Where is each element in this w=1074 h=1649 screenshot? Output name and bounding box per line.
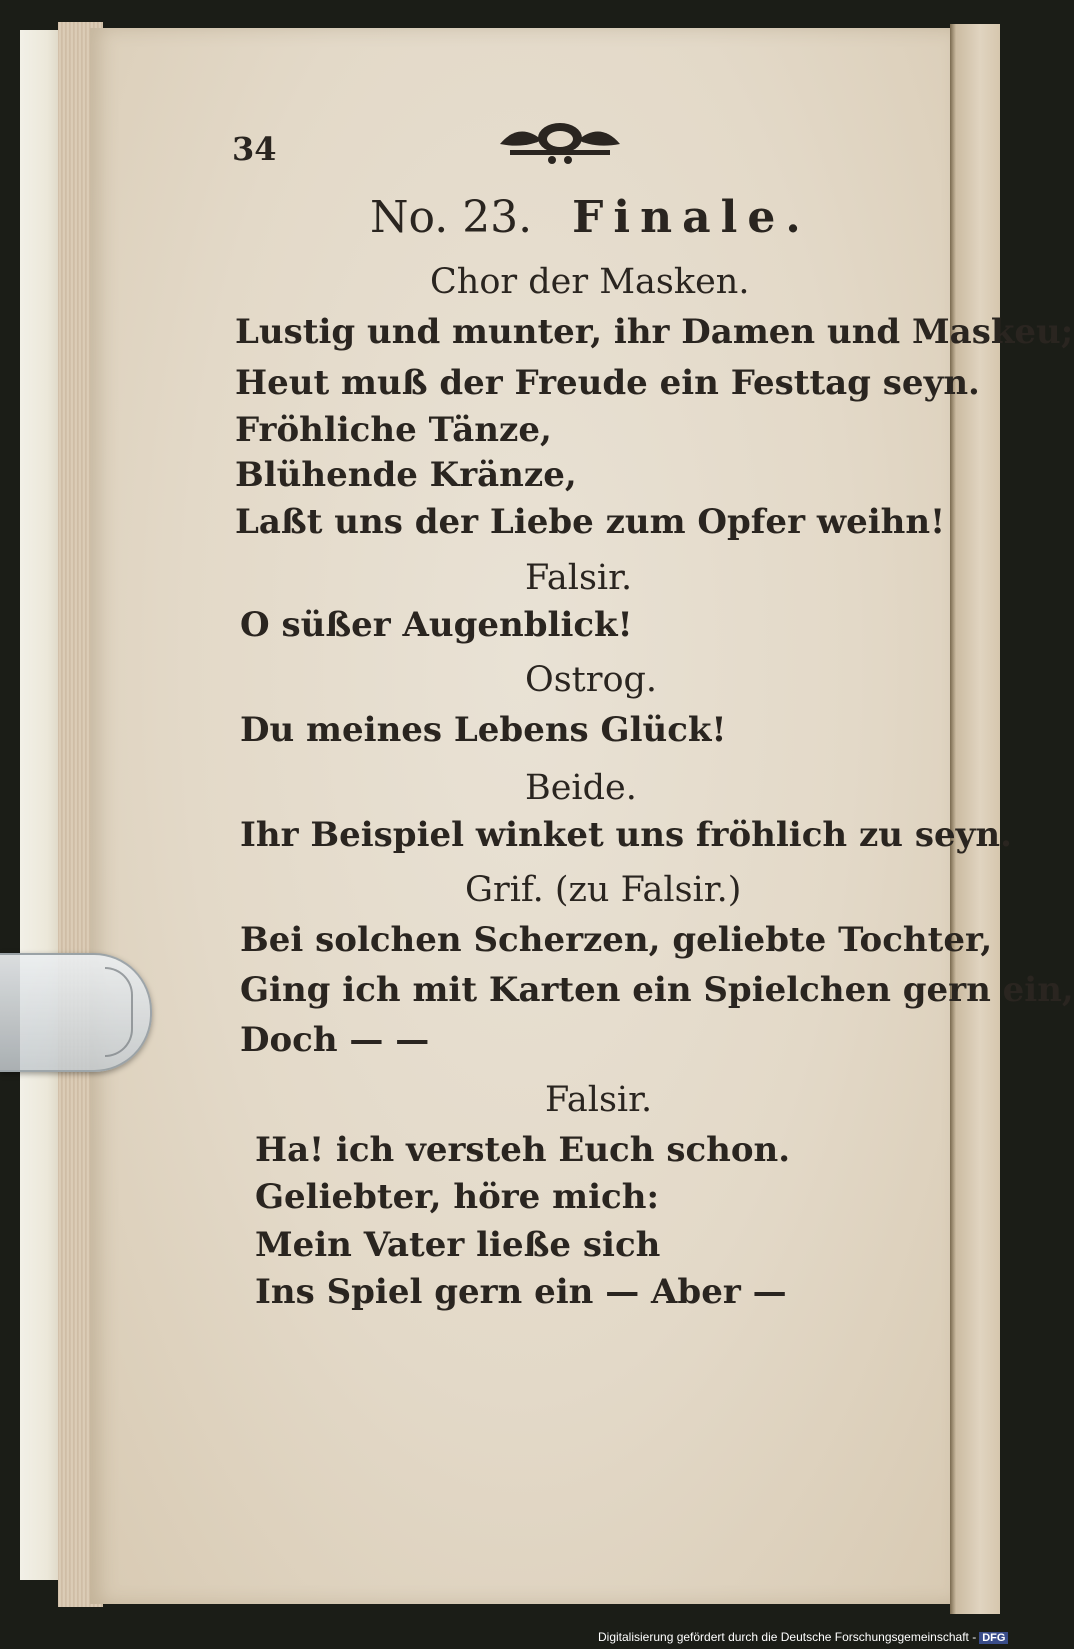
speaker-label: Ostrog. <box>525 660 658 700</box>
verse-line: O süßer Augenblick! <box>240 605 633 645</box>
verse-line: Ihr Beispiel winket uns fröhlich zu seyn. <box>240 815 1012 855</box>
ornament-vignette-icon <box>490 116 630 166</box>
verse-line: Ha! ich versteh Euch schon. <box>255 1130 791 1170</box>
page-heading <box>370 192 811 243</box>
speaker-label: Falsir. <box>525 558 633 598</box>
verse-line: Du meines Lebens Glück! <box>240 710 727 750</box>
verse-line: Bei solchen Scherzen, geliebte Tochter, <box>240 920 993 960</box>
heading-number: No. 23. <box>370 192 533 243</box>
page-clip <box>0 953 152 1072</box>
heading-title: Finale. <box>572 192 811 243</box>
footer-credit-text: Digitalisierung gefördert durch die Deutsche Forschungsgemeinschaft - <box>598 1630 977 1644</box>
speaker-label: Grif. (zu Falsir.) <box>465 870 742 910</box>
verse-line: Fröhliche Tänze, <box>235 410 552 450</box>
speaker-label: Beide. <box>525 768 637 808</box>
verse-line: Ging ich mit Karten ein Spielchen gern ein, <box>240 970 1074 1010</box>
verse-line: Ins Spiel gern ein — Aber — <box>255 1272 787 1312</box>
verse-line: Geliebter, höre mich: <box>255 1177 659 1217</box>
verse-line: Mein Vater ließe sich <box>255 1225 661 1265</box>
dfg-logo: DFG <box>979 1632 1008 1644</box>
verse-line: Blühende Kränze, <box>235 455 577 495</box>
verse-line: Lustig und munter, ihr Damen und Maskeu; <box>235 312 1074 352</box>
verse-line: Heut muß der Freude ein Festtag seyn. <box>235 363 980 403</box>
speaker-label: Chor der Masken. <box>430 262 750 302</box>
verse-line: Laßt uns der Liebe zum Opfer weihn! <box>235 502 945 542</box>
footer-credit <box>598 1630 1008 1644</box>
verse-line: Doch — — <box>240 1020 430 1060</box>
page-number: 34 <box>232 130 277 168</box>
speaker-label: Falsir. <box>545 1080 653 1120</box>
